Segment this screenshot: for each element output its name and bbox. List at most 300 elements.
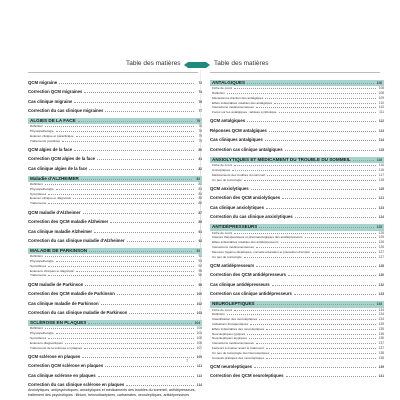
leader-dots (234, 308, 376, 311)
toc-entry-title: Fiche de cours (212, 87, 233, 91)
toc-page-number: 115 (378, 147, 384, 152)
toc-page-number: 72 (198, 80, 202, 85)
toc-page-number: 107 (196, 345, 202, 350)
leader-dots (97, 157, 194, 160)
toc-entry-title: Cas clinique sclérose en plaques (28, 372, 96, 378)
toc-entry-title: Cas clinique maladie Alzheimer (28, 228, 93, 234)
toc-page-number: 130 (378, 273, 384, 278)
toc-entry-title: Interactions médicamenteuses (212, 106, 254, 110)
leader-dots (126, 383, 194, 386)
toc-page-number: 126 (378, 244, 384, 249)
toc-page-number: 82 (198, 166, 202, 171)
toc-page-number: 134 (378, 317, 384, 322)
leader-dots (254, 365, 376, 368)
toc-entry-title: Cas clinique antidépresseurs (210, 281, 270, 287)
toc-page-number: 108 (378, 86, 384, 91)
leader-dots (234, 86, 376, 89)
toc-entry-title: Symptômes (30, 264, 47, 268)
toc-page-number: 136 (378, 331, 384, 336)
toc-page-number: 139 (378, 364, 384, 369)
leader-dots (232, 168, 376, 171)
leader-dots (294, 292, 376, 295)
toc-entry-title: Définition (212, 92, 225, 95)
toc-page-number: 83 (198, 186, 202, 191)
leader-dots (78, 119, 192, 122)
toc-page-number: 134 (378, 312, 384, 317)
toc-entry (210, 147, 384, 153)
toc-entry-title: QCM maladie de Parkinson (28, 281, 84, 287)
toc-entry-title: Fiche de cours (212, 308, 233, 312)
toc-entry-title: QCM antalgiques (210, 118, 246, 124)
toc-entry-title: Définition (212, 313, 225, 317)
toc-page-number: 83 (196, 176, 200, 181)
toc-entry-title: Cas clinique anxiolytiques (210, 204, 264, 210)
toc-page-number: 111 (379, 110, 384, 115)
leader-dots (56, 129, 194, 132)
leader-dots (234, 231, 376, 234)
toc-entry-title: Effets indésirables notables des antalgiques (212, 101, 273, 105)
toc-page-number: 116 (376, 157, 382, 162)
toc-entry (28, 210, 202, 216)
toc-page-number: 137 (378, 345, 384, 350)
toc-entry (210, 282, 384, 288)
leader-dots (256, 264, 376, 267)
toc-entry-title: Physiopathologie (30, 187, 54, 191)
toc-entry-title: Correction du cas clinique maladie de Parkinson (28, 310, 128, 316)
toc-entry (28, 229, 202, 235)
toc-entry (28, 99, 202, 105)
leader-dots (59, 81, 194, 84)
leader-dots (117, 292, 194, 295)
toc-entry-title: Correction du cas clinique anxiolytiques (210, 214, 293, 220)
leader-dots (45, 326, 194, 329)
toc-entry-title: Mécanismes d'action des antalgiques (212, 96, 264, 100)
toc-page-number: 80 (198, 147, 202, 152)
leader-dots (76, 269, 194, 272)
leader-dots (266, 327, 376, 330)
toc-entry (28, 219, 202, 225)
toc-entry (28, 354, 202, 360)
leader-dots (266, 356, 376, 359)
toc-entry-title: Correction des QCM neuroleptiques (210, 373, 284, 379)
toc-page-number: 123 (378, 205, 384, 210)
toc-entry (28, 147, 202, 153)
leader-dots (312, 250, 376, 253)
toc-entry-title: Examens diagnostiques (30, 341, 63, 345)
toc-entry-title: Correction du cas clinique sclérose en plaques (28, 382, 125, 388)
toc-entry-title: Réponses QCM antalgiques (210, 127, 267, 133)
toc-entry-title: Symptômes (30, 192, 47, 196)
toc-entry-title: Correction des QCM antidépresseurs (210, 272, 286, 278)
toc-entry-title: Mesures hygiéno-diététiques, conseils éducation et précaution d'emploi (212, 250, 310, 254)
toc-page-number: 125 (376, 225, 382, 230)
leader-dots (56, 259, 194, 262)
toc-page-number: 79 (198, 138, 202, 143)
toc-page-number: 104 (196, 331, 202, 336)
toc-entry-title: QCM sclérose en plaques (28, 353, 81, 359)
toc-entry-title: Cas clinique migraine (28, 98, 73, 104)
toc-page-number: 91 (198, 229, 202, 234)
toc-entry-title: Examens cliniques et diagnostic (30, 269, 75, 273)
toc-entry-title: Traitements de la sclérose en plaques (30, 346, 83, 350)
toc-entry (28, 388, 202, 397)
toc-subentry (210, 255, 384, 260)
page-number: 7 (186, 358, 189, 363)
toc-page-number: 118 (378, 177, 384, 182)
toc-page-number: 76 (198, 99, 202, 104)
toc-page-number: 113 (196, 373, 202, 378)
toc-column-right (210, 76, 384, 379)
leader-dots (257, 302, 374, 305)
toc-page-number: 84 (198, 191, 202, 196)
toc-page-number: 104 (194, 321, 200, 326)
leader-dots (74, 100, 194, 103)
toc-page-number: 125 (378, 230, 384, 235)
toc-page-number: 121 (378, 196, 384, 201)
toc-subentry (28, 201, 202, 206)
header-rule-right (210, 72, 380, 73)
leader-dots (82, 355, 194, 358)
toc-entry-title: QCM antidépresseurs (210, 262, 255, 268)
leader-dots (272, 283, 376, 286)
toc-page-number: 133 (378, 292, 384, 297)
toc-page-number: 110 (378, 100, 384, 105)
toc-entry-title: Neuroleptiques typiques (212, 332, 246, 336)
leader-dots (65, 341, 194, 344)
toc-page-number: 94 (198, 263, 202, 268)
toc-entry-title: Correction des QCM anxiolytiques (210, 195, 281, 201)
toc-page-number: 93 (198, 259, 202, 264)
leader-dots (281, 240, 377, 243)
toc-entry-title: NEUROLEPTIQUES (212, 301, 255, 307)
toc-entry (28, 301, 202, 307)
leader-dots (256, 245, 376, 248)
leader-dots (105, 364, 194, 367)
toc-page-number: 86 (198, 201, 202, 206)
toc-page-number: 125 (378, 235, 384, 240)
toc-column-left (28, 76, 202, 397)
teal-divider-icon (184, 62, 210, 68)
toc-page-number: 138 (378, 355, 384, 360)
leader-dots (84, 346, 194, 349)
leader-dots (274, 101, 376, 104)
toc-entry (28, 373, 202, 379)
leader-dots (265, 138, 376, 141)
toc-entry-title: Correction du cas clinique maladie d'Alzheimer (28, 238, 125, 244)
toc-page-number: 128 (378, 263, 384, 268)
toc-entry-title: Un peu de toxicologie des Neuroleptiques (212, 351, 270, 355)
toc-page-number: 102 (196, 301, 202, 306)
leader-dots (279, 110, 377, 113)
toc-entry (210, 263, 384, 269)
toc-entry-title: Correction des QCM maladie Alzheimer (28, 219, 109, 225)
toc-page-number: 117 (378, 172, 384, 177)
toc-entry-title: Définition (30, 125, 43, 129)
toc-entry (28, 166, 202, 172)
toc-page-number: 104 (196, 326, 202, 331)
toc-page-number: 141 (378, 374, 384, 379)
toc-entry-title: Fiche de cours (212, 164, 233, 168)
toc-entry-title: Classification des neuroleptiques (212, 318, 258, 322)
toc-entry-title: QCM migraine (28, 79, 58, 85)
leader-dots (129, 311, 194, 314)
leader-dots (259, 225, 374, 228)
toc-entry (28, 156, 202, 162)
toc-page-number: 113 (378, 128, 384, 133)
leader-dots (295, 215, 376, 218)
toc-entry-title: Physiopathologie (30, 332, 54, 336)
toc-page-number: 127 (378, 249, 384, 254)
toc-page-number: 74 (198, 90, 202, 94)
toc-entry-title: Anxiolytiques (212, 168, 231, 172)
header-rule-left (28, 72, 198, 73)
leader-dots (110, 220, 194, 223)
leader-dots (101, 302, 194, 305)
leader-dots (271, 351, 376, 354)
toc-page-number: 108 (376, 81, 382, 85)
toc-entry-title: QCM anxiolytiques (210, 185, 249, 191)
leader-dots (48, 201, 194, 204)
toc-entry-title: Symptômes (30, 337, 47, 341)
toc-page-number: 78 (198, 124, 202, 129)
toc-entry (210, 214, 384, 220)
toc-page-number: 111 (197, 364, 202, 369)
toc-page-number: 93 (196, 249, 200, 254)
toc-page-number: 87 (198, 210, 202, 215)
toc-entry-title: Classes thérapeutiques et pharmacologiques des antidépresseurs (212, 236, 303, 240)
toc-page-number: 126 (378, 240, 384, 245)
toc-entry-title: Définition (30, 327, 43, 331)
toc-entry (210, 195, 384, 201)
toc-entry (210, 118, 384, 124)
leader-dots (305, 235, 376, 238)
leader-dots (45, 254, 194, 257)
leader-dots (83, 211, 194, 214)
toc-entry-title: ANTALGIQUES (212, 80, 246, 85)
toc-entry-title: Effets indésirables des neuroleptiques (212, 327, 265, 331)
leader-dots (76, 134, 194, 137)
leader-dots (94, 230, 194, 233)
toc-entry-title: Facteurs à évaluer avant le traitement (212, 346, 264, 350)
leader-dots (227, 312, 376, 315)
toc-page-number: 134 (376, 302, 382, 307)
toc-page-number: 116 (378, 167, 384, 172)
toc-entry-title: Médicaments des troubles du sommeil (212, 173, 265, 177)
leader-dots (247, 332, 376, 335)
leader-dots (288, 273, 376, 276)
toc-page-number: 96 (198, 273, 202, 278)
toc-entry (210, 291, 384, 297)
toc-page-number: 137 (378, 341, 384, 346)
toc-entry (28, 291, 202, 297)
toc-page-number: 116 (378, 163, 384, 168)
toc-page-number: 95 (198, 268, 202, 273)
leader-dots (48, 192, 194, 195)
toc-page-number: 109 (378, 95, 384, 100)
toc-entry-title: Examen clinique et diagnostic (30, 197, 71, 201)
leader-dots (247, 81, 374, 84)
toc-entry (210, 364, 384, 370)
toc-entry-title: Définition (30, 183, 43, 187)
toc-entry-title: ALGIES DE LA FACE (30, 118, 76, 123)
leader-dots (267, 173, 376, 176)
toc-page-number: 119 (378, 186, 384, 191)
leader-dots (227, 91, 376, 94)
toc-entry (210, 137, 384, 143)
leader-dots (73, 196, 194, 199)
toc-entry-title: Cas cliniques antalgiques (210, 137, 263, 143)
toc-entry (28, 89, 202, 95)
leader-dots (89, 249, 192, 252)
leader-dots (48, 264, 194, 267)
leader-dots (84, 90, 194, 93)
toc-entry (28, 108, 202, 114)
leader-dots (269, 129, 376, 132)
toc-entry-title: Traitements (30, 202, 47, 206)
leader-dots (56, 187, 194, 190)
leader-dots (259, 317, 376, 320)
toc-page-number: 85 (198, 196, 202, 201)
leader-dots (85, 283, 194, 286)
toc-page-number: 127 (378, 254, 384, 259)
toc-entry-title: ANTIDÉPRESSEURS (212, 224, 258, 230)
toc-page-number: 103 (196, 311, 202, 316)
toc-page-number: 78 (198, 129, 202, 133)
toc-page-number: 92 (198, 239, 202, 244)
leader-dots (244, 255, 376, 258)
leader-dots (98, 374, 194, 377)
toc-page-number: 108 (378, 91, 384, 95)
toc-page-number: 109 (196, 354, 202, 359)
page-title-left: Table des matières (126, 60, 181, 67)
leader-dots (88, 321, 192, 324)
toc-page-number: 89 (198, 220, 202, 225)
leader-dots (244, 178, 376, 181)
toc-page-number: 114 (378, 138, 384, 143)
leader-dots (45, 124, 194, 127)
toc-entry-title: Définition (30, 255, 43, 259)
leader-dots (81, 177, 192, 180)
toc-entry (28, 363, 202, 369)
leader-dots (234, 163, 376, 166)
toc-subentry (28, 346, 202, 351)
toc-page-number: 83 (198, 182, 202, 187)
leader-dots (285, 148, 376, 151)
toc-entry-title: Focus sur les antalgiques : tableau synthétique (212, 111, 277, 115)
toc-page-number: 100 (196, 292, 202, 297)
leader-dots (45, 182, 194, 185)
toc-entry (210, 205, 384, 211)
toc-entry (210, 373, 384, 379)
toc-page-number: 81 (198, 157, 202, 162)
toc-entry-title: SCLÉROSE EN PLAQUES (30, 320, 87, 326)
toc-entry-title: Un peu de toxicologie (212, 178, 242, 182)
toc-entry-title: Correction QCM sclérose en plaques (28, 363, 104, 369)
toc-entry-title: Effets indésirables notables des antidépresseurs (212, 241, 279, 245)
toc-entry (210, 128, 384, 134)
leader-dots (48, 273, 194, 276)
toc-page-number: 93 (198, 254, 202, 259)
toc-entry-title: Examen clinique et paraclinique (30, 134, 74, 138)
toc-subentry (28, 139, 202, 144)
toc-entry-title: Physiopathologie (30, 260, 54, 264)
toc-entry-title: QCM maladie d'Alzheimer (28, 209, 81, 215)
toc-entry-title: Neuroleptiques atypiques (212, 337, 247, 341)
toc-page-number: 134 (378, 307, 384, 312)
toc-page-number: 135 (378, 326, 384, 331)
toc-entry-title: Interactions médicamenteuses (212, 342, 254, 346)
toc-page-number: 124 (378, 215, 384, 220)
toc-entry-title: Correction QCM algies de la face (28, 156, 96, 162)
toc-page-number: 110 (378, 105, 384, 110)
toc-entry-title: QCM algies de la face (28, 146, 73, 152)
toc-subentry (210, 356, 384, 361)
toc-entry-title: Maladie d'ALZHEIMER (30, 175, 79, 181)
toc-entry (28, 282, 202, 288)
toc-entry (28, 310, 202, 316)
toc-page-number: 114 (196, 383, 202, 388)
toc-page-number: 112 (378, 119, 384, 124)
leader-dots (56, 331, 194, 334)
leader-dots (247, 119, 376, 122)
leader-dots (266, 346, 376, 349)
toc-entry-title: QCM neuroleptiques (210, 363, 253, 369)
toc-entry-title: Interactions médicamenteuses (212, 245, 254, 249)
leader-dots (250, 322, 376, 325)
toc-page-number: 136 (378, 336, 384, 341)
toc-entry-title: Correction du cas clinique migraines (28, 108, 104, 113)
toc-entry-title: Correction QCM migraines (28, 89, 83, 94)
toc-entry (28, 80, 202, 86)
toc-entry (210, 272, 384, 278)
leader-dots (286, 374, 376, 377)
toc-subentry (28, 273, 202, 278)
leader-dots (127, 239, 194, 242)
toc-entry-title: Conseils pratiques des neuroleptiques (212, 356, 265, 360)
toc-entry-title: Correction cas clinique antidépresseurs (210, 291, 292, 297)
leader-dots (266, 206, 376, 209)
toc-page-number: 132 (378, 282, 384, 287)
toc-subentry (210, 178, 384, 183)
leader-dots (74, 148, 194, 151)
toc-entry-title: Un peu de toxicologie (212, 255, 242, 259)
toc-page-number: 77 (198, 109, 202, 113)
toc-page-number: 135 (378, 321, 384, 326)
toc-entry-title: MALADIE DE PARKINSON (30, 248, 88, 254)
toc-entry-title: Cas clinique algies de la face (28, 165, 88, 171)
toc-entry-title: Physiopathologie (30, 130, 54, 133)
toc-entry-title: Correction des QCM maladie de Parkinson (28, 291, 115, 297)
toc-entry (28, 238, 202, 244)
leader-dots (249, 336, 376, 339)
leader-dots (256, 341, 376, 344)
toc-entry-title: Fiche de cours (212, 231, 233, 235)
toc-page-number: 105 (196, 336, 202, 341)
leader-dots (105, 109, 194, 112)
toc-subentry (210, 110, 384, 115)
leader-dots (265, 96, 376, 99)
toc-entry-title: Cas clinique maladie de Parkinson (28, 300, 99, 306)
leader-dots (353, 158, 374, 161)
toc-entry-title: ANXIOLYTIQUES ET MÉDICAMENT DU TROUBLE DU SOMMEIL (212, 156, 351, 162)
page-title-right: Table des matières (214, 60, 269, 67)
toc-entry-title: Correction cas clinique antalgiques (210, 146, 283, 152)
leader-dots (251, 187, 376, 190)
leader-dots (48, 336, 194, 339)
toc-page-number: 98 (198, 282, 202, 287)
toc-page-number: 138 (378, 350, 384, 355)
leader-dots (282, 196, 376, 199)
